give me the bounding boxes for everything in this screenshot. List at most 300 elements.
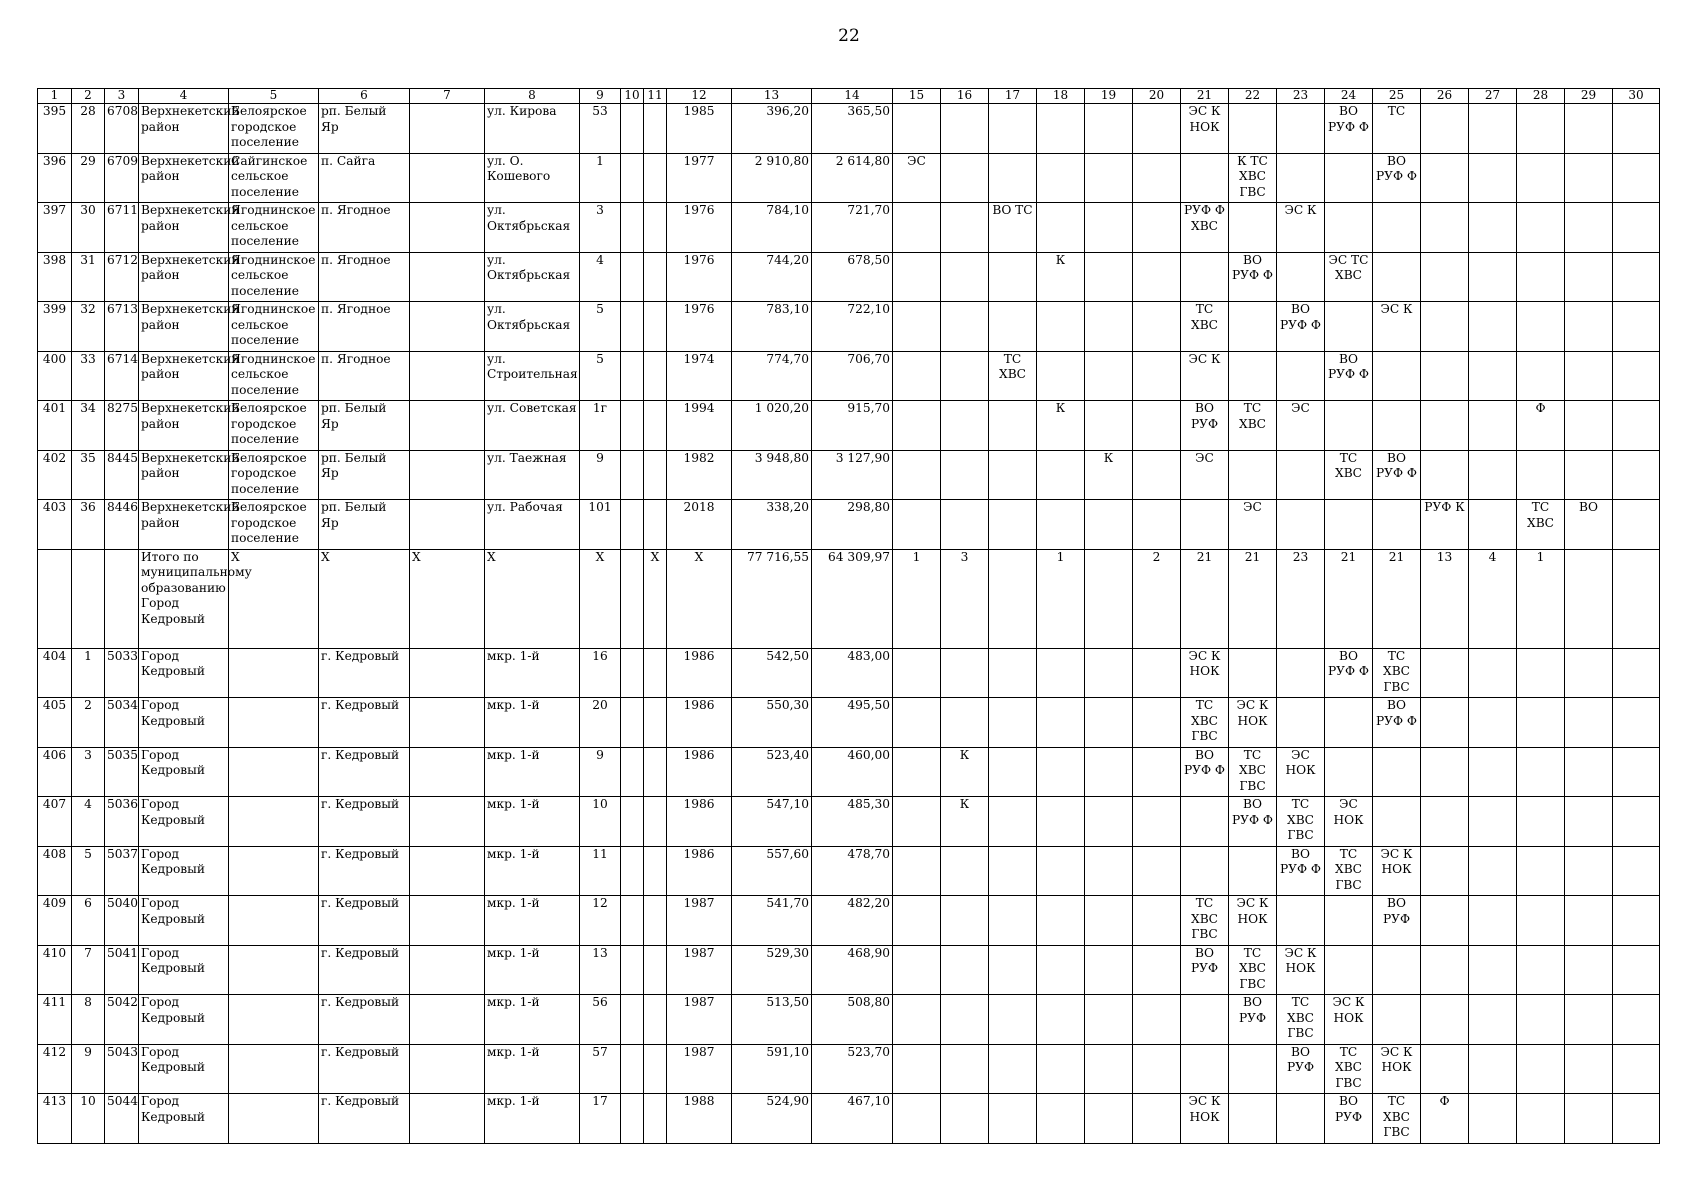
table-cell: 410 [38, 945, 72, 995]
table-cell [893, 450, 941, 500]
table-cell: 405 [38, 698, 72, 748]
table-cell [893, 302, 941, 352]
table-cell: Ягоднинское сельское поселение [229, 302, 319, 352]
table-cell [893, 995, 941, 1045]
table-cell [1613, 351, 1660, 401]
table-cell [1565, 747, 1613, 797]
table-cell [893, 846, 941, 896]
table-cell: ЭС К НОК [1229, 896, 1277, 946]
table-cell [1133, 450, 1181, 500]
table-cell: Верхнекетский район [139, 252, 229, 302]
table-cell [893, 648, 941, 698]
table-cell [1229, 1044, 1277, 1094]
table-cell [893, 945, 941, 995]
table-cell: ТС ХВС [1325, 450, 1373, 500]
table-cell [1037, 995, 1085, 1045]
column-header: 2 [72, 89, 105, 104]
table-cell: 395 [38, 104, 72, 154]
table-cell [1469, 153, 1517, 203]
table-cell: 56 [580, 995, 621, 1045]
table-cell [1421, 846, 1469, 896]
table-cell [410, 203, 485, 253]
table-cell: 2 [1133, 549, 1181, 648]
table-cell: ул. Советская [485, 401, 580, 451]
table-cell: 398 [38, 252, 72, 302]
table-cell: Х [580, 549, 621, 648]
column-header: 28 [1517, 89, 1565, 104]
table-cell: 1 [1517, 549, 1565, 648]
table-cell: Х [644, 549, 667, 648]
table-cell: 744,20 [732, 252, 812, 302]
table-cell [1373, 747, 1421, 797]
table-cell: Ягоднинское сельское поселение [229, 252, 319, 302]
table-cell: 1974 [667, 351, 732, 401]
table-cell: ТС ХВС ГВС [1277, 797, 1325, 847]
table-cell [1421, 747, 1469, 797]
table-cell [989, 450, 1037, 500]
table-cell: 5042 [105, 995, 139, 1045]
table-cell [1133, 1044, 1181, 1094]
table-cell: ВО РУФ [1373, 896, 1421, 946]
table-cell [893, 252, 941, 302]
table-cell [1037, 500, 1085, 550]
table-cell: 10 [580, 797, 621, 847]
table-cell: 1 [893, 549, 941, 648]
table-row [38, 302, 1660, 352]
table-cell: 8446 [105, 500, 139, 550]
table-cell: Верхнекетский район [139, 153, 229, 203]
table-cell: 413 [38, 1094, 72, 1144]
table-cell [644, 797, 667, 847]
table-cell: 408 [38, 846, 72, 896]
table-cell [989, 648, 1037, 698]
table-cell [1085, 698, 1133, 748]
table-cell [1277, 648, 1325, 698]
table-cell: 485,30 [812, 797, 893, 847]
table-cell: мкр. 1-й [485, 995, 580, 1045]
table-cell: г. Кедровый [319, 747, 410, 797]
table-cell: Верхнекетский район [139, 450, 229, 500]
table-cell: 6711 [105, 203, 139, 253]
table-cell: Город Кедровый [139, 648, 229, 698]
table-cell: 1982 [667, 450, 732, 500]
table-cell: ВО РУФ Ф [1277, 846, 1325, 896]
table-cell: 706,70 [812, 351, 893, 401]
table-cell: ЭС К [1373, 302, 1421, 352]
table-cell [1613, 549, 1660, 648]
table-cell [1565, 648, 1613, 698]
table-cell [1469, 302, 1517, 352]
table-cell: рп. Белый Яр [319, 450, 410, 500]
table-cell [989, 747, 1037, 797]
table-cell [1085, 252, 1133, 302]
table-cell [410, 797, 485, 847]
table-cell: ТС ХВС [1181, 302, 1229, 352]
table-cell [941, 104, 989, 154]
table-cell [1085, 203, 1133, 253]
table-cell [410, 302, 485, 352]
table-cell [1421, 302, 1469, 352]
table-cell [72, 549, 105, 648]
table-cell [1517, 945, 1565, 995]
table-cell [1133, 896, 1181, 946]
table-cell [1421, 896, 1469, 946]
table-cell [1037, 945, 1085, 995]
table-cell [893, 797, 941, 847]
table-cell [644, 1094, 667, 1144]
table-cell [410, 1094, 485, 1144]
table-cell [1277, 896, 1325, 946]
table-cell [1037, 351, 1085, 401]
table-cell [1469, 747, 1517, 797]
table-cell: г. Кедровый [319, 1044, 410, 1094]
table-cell [644, 401, 667, 451]
table-cell [1469, 995, 1517, 1045]
table-cell [1613, 153, 1660, 203]
table-cell [989, 1044, 1037, 1094]
table-cell: 29 [72, 153, 105, 203]
table-cell [941, 500, 989, 550]
table-cell: 16 [580, 648, 621, 698]
table-cell: ТС ХВС ГВС [1373, 1094, 1421, 1144]
housing-register-table [37, 88, 1660, 1144]
column-header: 5 [229, 89, 319, 104]
table-cell: 4 [580, 252, 621, 302]
table-cell: 57 [580, 1044, 621, 1094]
table-cell: 30 [72, 203, 105, 253]
table-cell: мкр. 1-й [485, 846, 580, 896]
table-cell: ЭС К НОК [1229, 698, 1277, 748]
table-cell: Белоярское городское поселение [229, 401, 319, 451]
table-cell: 6714 [105, 351, 139, 401]
table-cell [1613, 104, 1660, 154]
table-cell [1565, 549, 1613, 648]
table-cell [1469, 1094, 1517, 1144]
table-cell [229, 1044, 319, 1094]
table-cell [1517, 1044, 1565, 1094]
column-header: 30 [1613, 89, 1660, 104]
table-cell [1565, 846, 1613, 896]
table-cell: Итого по муниципальному образованию Город Кедровый [139, 549, 229, 648]
column-header: 9 [580, 89, 621, 104]
table-cell: 28 [72, 104, 105, 154]
table-cell: Ф [1421, 1094, 1469, 1144]
table-cell: г. Кедровый [319, 896, 410, 946]
table-cell: 9 [580, 450, 621, 500]
table-cell [1133, 252, 1181, 302]
table-cell [1325, 153, 1373, 203]
table-cell: ТС ХВС ГВС [1277, 995, 1325, 1045]
table-cell [1421, 995, 1469, 1045]
table-cell: 35 [72, 450, 105, 500]
table-cell [989, 945, 1037, 995]
table-cell: ВО ТС [989, 203, 1037, 253]
table-cell [1325, 302, 1373, 352]
table-cell: 1 [72, 648, 105, 698]
table-cell: 1987 [667, 945, 732, 995]
table-cell: 1976 [667, 302, 732, 352]
table-cell [1325, 747, 1373, 797]
column-header: 6 [319, 89, 410, 104]
table-cell: К [1085, 450, 1133, 500]
table-cell [989, 252, 1037, 302]
table-cell [1085, 846, 1133, 896]
table-cell: ул. Кирова [485, 104, 580, 154]
table-cell [1517, 747, 1565, 797]
table-cell: ЭС К НОК [1277, 945, 1325, 995]
table-cell: 1987 [667, 896, 732, 946]
table-cell: г. Кедровый [319, 995, 410, 1045]
table-cell [1421, 945, 1469, 995]
table-cell [1421, 153, 1469, 203]
table-cell [941, 401, 989, 451]
table-cell [1277, 153, 1325, 203]
table-cell [410, 450, 485, 500]
table-cell [1517, 351, 1565, 401]
table-cell [1613, 846, 1660, 896]
table-cell: 5041 [105, 945, 139, 995]
table-cell [1133, 797, 1181, 847]
table-cell [1565, 945, 1613, 995]
table-cell [941, 302, 989, 352]
table-cell: ЭС [1229, 500, 1277, 550]
table-cell [893, 500, 941, 550]
table-cell [1613, 995, 1660, 1045]
table-cell: 4 [1469, 549, 1517, 648]
table-cell [1613, 945, 1660, 995]
table-cell: ТС ХВС [989, 351, 1037, 401]
table-row [38, 450, 1660, 500]
table-cell: г. Кедровый [319, 1094, 410, 1144]
table-cell [1469, 351, 1517, 401]
table-cell: рп. Белый Яр [319, 104, 410, 154]
table-cell: 7 [72, 945, 105, 995]
table-cell: РУФ К [1421, 500, 1469, 550]
table-cell: Город Кедровый [139, 797, 229, 847]
table-cell [644, 302, 667, 352]
table-cell: 17 [580, 1094, 621, 1144]
table-cell [1565, 252, 1613, 302]
table-cell: К [1037, 252, 1085, 302]
table-cell [621, 648, 644, 698]
table-cell [410, 500, 485, 550]
table-cell [1085, 747, 1133, 797]
table-cell [644, 104, 667, 154]
table-cell: 1 [580, 153, 621, 203]
table-cell [410, 153, 485, 203]
table-cell: ВО РУФ Ф [1181, 747, 1229, 797]
table-cell: ВО РУФ [1181, 945, 1229, 995]
table-cell [229, 648, 319, 698]
table-cell [1517, 104, 1565, 154]
table-cell [893, 747, 941, 797]
table-cell [1469, 1044, 1517, 1094]
table-cell [1181, 153, 1229, 203]
table-cell [1565, 401, 1613, 451]
table-cell: 5040 [105, 896, 139, 946]
table-cell: Белоярское городское поселение [229, 450, 319, 500]
table-cell [1085, 1044, 1133, 1094]
table-cell: 10 [72, 1094, 105, 1144]
table-cell: 402 [38, 450, 72, 500]
table-cell: ВО РУФ Ф [1373, 698, 1421, 748]
table-cell [621, 500, 644, 550]
table-cell [1469, 896, 1517, 946]
table-cell: п. Сайга [319, 153, 410, 203]
table-cell: мкр. 1-й [485, 698, 580, 748]
table-cell: Город Кедровый [139, 747, 229, 797]
column-header: 26 [1421, 89, 1469, 104]
table-cell: 5 [72, 846, 105, 896]
table-cell [1469, 104, 1517, 154]
table-cell [229, 995, 319, 1045]
table-cell: 21 [1325, 549, 1373, 648]
table-cell: 6713 [105, 302, 139, 352]
table-cell [621, 698, 644, 748]
table-cell [989, 401, 1037, 451]
table-cell [1037, 302, 1085, 352]
table-row [38, 104, 1660, 154]
table-cell: 21 [1181, 549, 1229, 648]
table-cell: мкр. 1-й [485, 797, 580, 847]
table-cell: 400 [38, 351, 72, 401]
table-cell: 5033 [105, 648, 139, 698]
table-cell: Ягоднинское сельское поселение [229, 351, 319, 401]
table-cell [1565, 203, 1613, 253]
table-cell [644, 153, 667, 203]
table-cell: 3 127,90 [812, 450, 893, 500]
table-cell [989, 500, 1037, 550]
table-cell [1229, 203, 1277, 253]
page-number: 22 [838, 26, 860, 46]
table-cell [1277, 351, 1325, 401]
table-cell: ЭС К НОК [1325, 995, 1373, 1045]
table-cell [621, 747, 644, 797]
table-cell [1469, 698, 1517, 748]
table-cell: ВО РУФ [1277, 1044, 1325, 1094]
table-cell: 9 [72, 1044, 105, 1094]
table-cell: 1976 [667, 252, 732, 302]
table-cell [644, 351, 667, 401]
table-cell [229, 1094, 319, 1144]
table-cell [941, 153, 989, 203]
table-cell [1085, 995, 1133, 1045]
table-cell: 2 [72, 698, 105, 748]
table-cell: 523,70 [812, 1044, 893, 1094]
table-cell: Город Кедровый [139, 1044, 229, 1094]
table-cell: 9 [580, 747, 621, 797]
column-header: 22 [1229, 89, 1277, 104]
table-cell [1421, 1044, 1469, 1094]
table-cell [941, 203, 989, 253]
column-header: 29 [1565, 89, 1613, 104]
table-cell [1085, 797, 1133, 847]
table-cell [621, 401, 644, 451]
table-cell: 399 [38, 302, 72, 352]
table-cell: Белоярское городское поселение [229, 500, 319, 550]
table-cell [1229, 1094, 1277, 1144]
table-row [38, 203, 1660, 253]
table-cell [1181, 846, 1229, 896]
table-cell: мкр. 1-й [485, 747, 580, 797]
table-cell [1613, 203, 1660, 253]
table-cell [1613, 1044, 1660, 1094]
table-cell: К ТС ХВС ГВС [1229, 153, 1277, 203]
table-cell [1133, 995, 1181, 1045]
table-row [38, 1094, 1660, 1144]
column-header: 13 [732, 89, 812, 104]
table-cell [1229, 450, 1277, 500]
table-cell [1517, 995, 1565, 1045]
table-cell [621, 995, 644, 1045]
table-cell: Город Кедровый [139, 846, 229, 896]
table-cell [644, 896, 667, 946]
table-cell [1037, 153, 1085, 203]
table-cell [941, 995, 989, 1045]
table-cell: 6 [72, 896, 105, 946]
table-cell: Верхнекетский район [139, 203, 229, 253]
table-cell: 36 [72, 500, 105, 550]
table-cell: 1987 [667, 1044, 732, 1094]
table-cell [1325, 945, 1373, 995]
table-cell [1565, 896, 1613, 946]
table-cell [1085, 401, 1133, 451]
table-cell [1565, 351, 1613, 401]
table-cell: 547,10 [732, 797, 812, 847]
table-cell [1517, 846, 1565, 896]
table-cell [1037, 203, 1085, 253]
column-header: 4 [139, 89, 229, 104]
table-cell: 13 [580, 945, 621, 995]
table-cell: Верхнекетский район [139, 104, 229, 154]
table-cell: 1 [1037, 549, 1085, 648]
table-cell [1517, 450, 1565, 500]
table-cell [410, 995, 485, 1045]
table-cell [941, 1094, 989, 1144]
table-cell: ЭС [893, 153, 941, 203]
table-cell [1373, 351, 1421, 401]
table-cell: 1986 [667, 747, 732, 797]
column-header: 16 [941, 89, 989, 104]
table-cell [1469, 648, 1517, 698]
table-cell [644, 945, 667, 995]
table-cell [893, 896, 941, 946]
table-cell [1181, 995, 1229, 1045]
table-cell [410, 648, 485, 698]
table-cell [644, 747, 667, 797]
table-cell: Город Кедровый [139, 995, 229, 1045]
table-cell [1085, 104, 1133, 154]
table-cell [1325, 500, 1373, 550]
column-header: 23 [1277, 89, 1325, 104]
table-row [38, 797, 1660, 847]
table-cell: 404 [38, 648, 72, 698]
table-cell [893, 698, 941, 748]
table-cell: 407 [38, 797, 72, 847]
table-cell: г. Кедровый [319, 698, 410, 748]
table-cell: Х [485, 549, 580, 648]
column-number-row [38, 89, 1660, 104]
table-cell [1181, 1044, 1229, 1094]
table-cell: 13 [1421, 549, 1469, 648]
table-cell [1277, 500, 1325, 550]
table-cell [941, 945, 989, 995]
table-cell [1037, 698, 1085, 748]
table-cell [1037, 747, 1085, 797]
table-cell [1517, 153, 1565, 203]
table-cell: Сайгинское сельское поселение [229, 153, 319, 203]
table-cell: ЭС [1277, 401, 1325, 451]
